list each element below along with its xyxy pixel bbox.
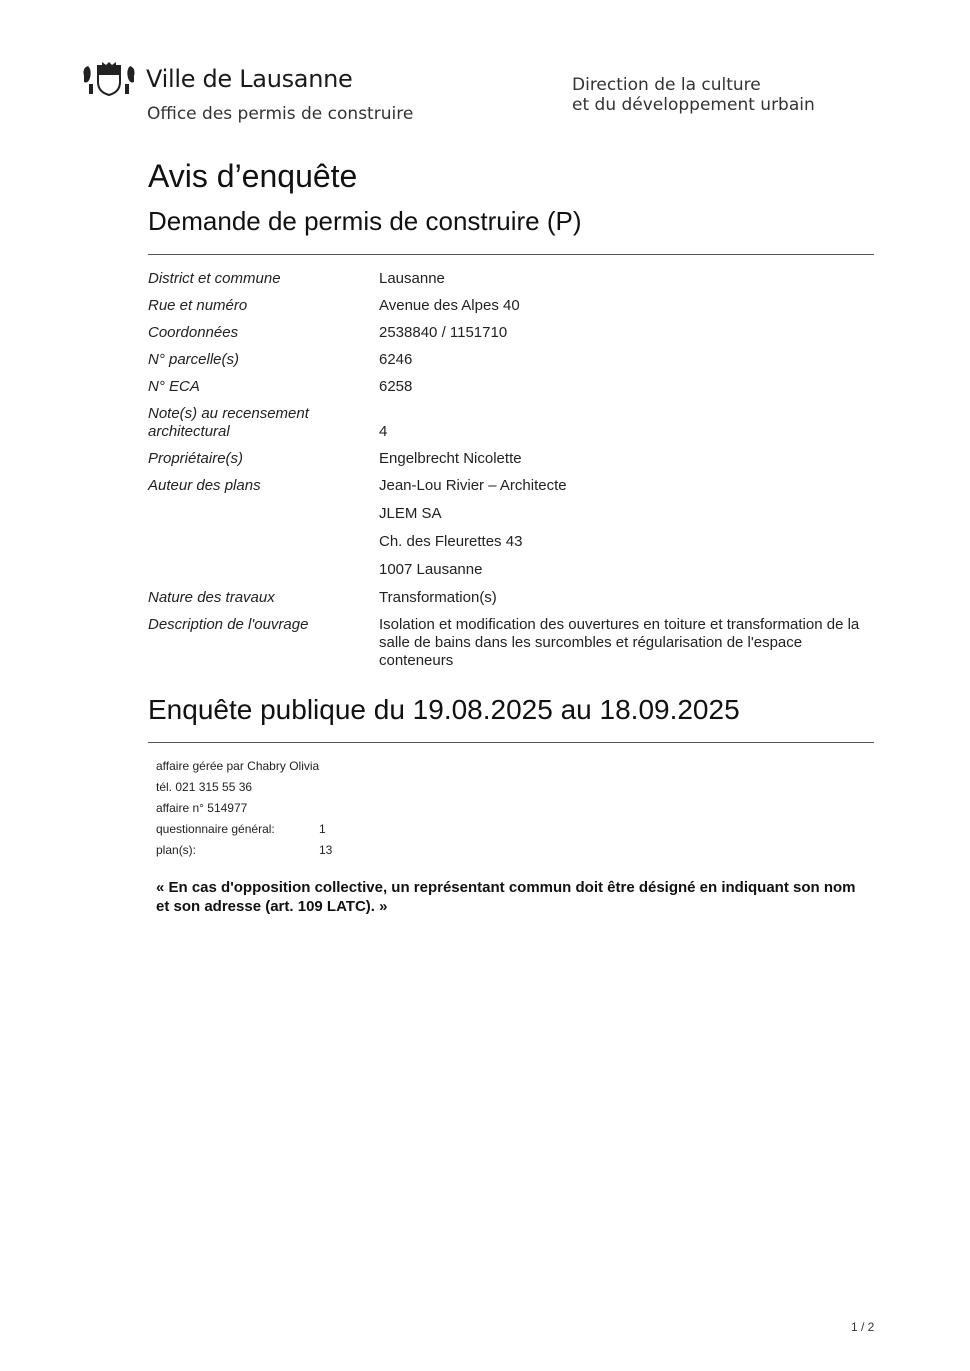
field-value: Isolation et modification des ouvertures en toiture et transformation de la salle de bains dans les surcombles et régularisation de l'espace conteneurs <box>379 616 860 669</box>
page-indicator: 1 / 2 <box>851 1320 875 1334</box>
divider <box>148 254 874 255</box>
field-row <box>148 297 874 315</box>
divider <box>148 742 874 743</box>
city-name: Ville de Lausanne <box>146 65 353 93</box>
field-value: Jean-Lou Rivier – Architecte <box>379 477 567 494</box>
field-row <box>148 378 874 396</box>
legal-note: « En cas d'opposition collective, un représentant commun doit être désigné en indiquant son nom et son adresse (art. 109 LATC). » <box>156 879 856 915</box>
field-value: Transformation(s) <box>379 589 497 606</box>
page-subtitle: Demande de permis de construire (P) <box>148 206 582 236</box>
questionnaire-label: questionnaire général: <box>156 822 275 836</box>
page-title: Avis d’enquête <box>148 158 358 194</box>
direction-line-1: Direction de la culture <box>572 75 761 95</box>
field-value: Engelbrecht Nicolette <box>379 450 522 467</box>
field-label: Coordonnées <box>148 324 239 341</box>
info-managed-by: affaire gérée par Chabry Olivia <box>156 759 320 773</box>
field-row <box>148 405 874 441</box>
info-plans <box>156 841 332 862</box>
field-row <box>148 324 874 342</box>
field-label: Auteur des plans <box>148 477 261 494</box>
field-row <box>148 351 874 369</box>
field-row <box>148 477 874 495</box>
header-logo <box>80 62 353 96</box>
field-value: Ch. des Fleurettes 43 <box>379 533 523 550</box>
field-row <box>148 589 874 607</box>
inquiry-period: Enquête publique du 19.08.2025 au 18.09.2025 <box>148 694 740 725</box>
field-label <box>148 533 379 551</box>
field-label: Note(s) au recensement architectural <box>148 405 309 440</box>
direction-block <box>572 75 815 115</box>
case-info <box>156 757 332 862</box>
info-case-number: affaire n° 514977 <box>156 801 248 815</box>
field-label: District et commune <box>148 270 281 287</box>
plans-label: plan(s): <box>156 843 197 857</box>
field-row <box>148 616 874 670</box>
field-label <box>148 505 379 523</box>
direction-line-2: et du développement urbain <box>572 95 815 115</box>
field-row <box>148 561 874 579</box>
questionnaire-value: 1 <box>319 822 326 836</box>
plans-value: 13 <box>319 843 333 857</box>
lausanne-crest-icon <box>80 62 138 96</box>
field-value: 6246 <box>379 351 413 368</box>
fields-table <box>148 270 874 679</box>
field-label: N° parcelle(s) <box>148 351 240 368</box>
field-label: Description de l'ouvrage <box>148 616 309 633</box>
field-value: JLEM SA <box>379 505 442 522</box>
field-row <box>148 533 874 551</box>
field-row <box>148 505 874 523</box>
field-value: Lausanne <box>379 270 445 287</box>
field-value: 6258 <box>379 378 413 395</box>
info-questionnaire <box>156 820 332 841</box>
field-label: Propriétaire(s) <box>148 450 244 467</box>
field-label <box>148 561 379 579</box>
field-value: 4 <box>379 423 388 440</box>
field-label: Nature des travaux <box>148 589 275 606</box>
info-phone: tél. 021 315 55 36 <box>156 780 253 794</box>
office-name: Office des permis de construire <box>147 104 414 124</box>
field-label: Rue et numéro <box>148 297 248 314</box>
field-label: N° ECA <box>148 378 200 395</box>
field-value: 1007 Lausanne <box>379 561 483 578</box>
field-value: 2538840 / 1151710 <box>379 324 508 341</box>
field-row <box>148 270 874 288</box>
field-row <box>148 450 874 468</box>
field-value: Avenue des Alpes 40 <box>379 297 520 314</box>
